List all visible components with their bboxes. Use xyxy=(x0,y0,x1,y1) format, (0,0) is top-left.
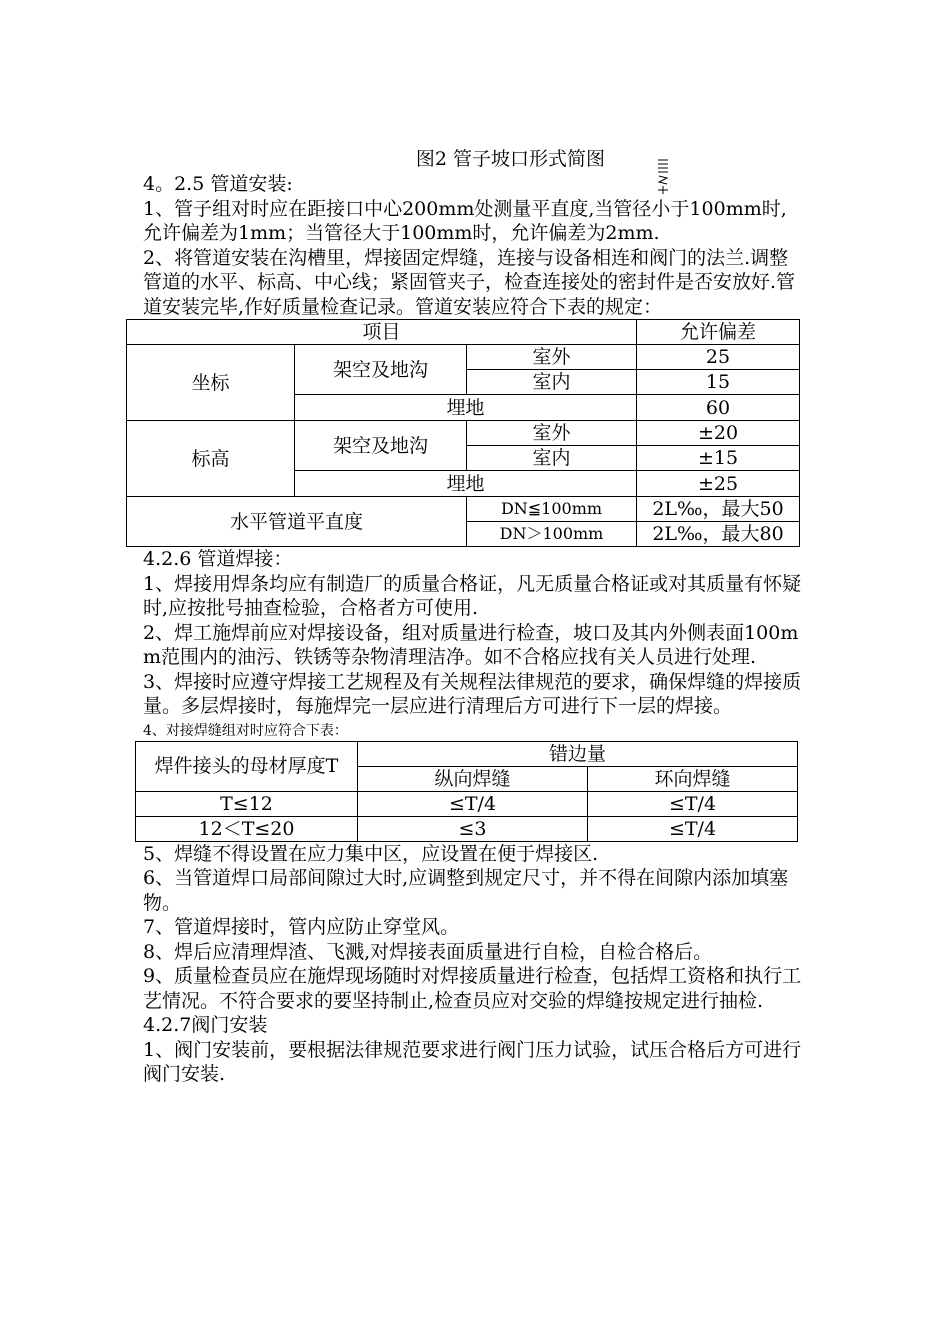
section-4-2-7-heading: 4.2.7阀门安装 xyxy=(143,1014,268,1036)
cell-overhead: 架空及地沟 xyxy=(295,345,467,395)
cell-indoor: 室内 xyxy=(467,446,637,471)
cell-value: 2L‰，最大50 xyxy=(637,497,800,522)
figure-caption-text: 图2 管子坡口形式简图 xyxy=(415,148,606,170)
paragraph: 2、焊工施焊前应对焊接设备，组对质量进行检查，坡口及其内外侧表面100mm范围内的油污、铁锈等杂物清理洁净。如不合格应找有关人员进行处理. xyxy=(143,621,799,668)
cell-value: ≤T/4 xyxy=(358,791,588,816)
table-header-thickness: 焊件接头的母材厚度T xyxy=(136,741,358,791)
paragraph: 6、当管道焊口局部间隙过大时,应调整到规定尺寸，并不得在间隙内添加填塞物。 xyxy=(143,867,789,914)
paragraph: 1、管子组对时应在距接口中心200mm处测量平直度,当管径小于100mm时,允许偏差为1mm；当管径大于100mm时，允许偏差为2mm. xyxy=(143,197,787,244)
paragraph: 3、焊接时应遵守焊接工艺规程及有关规程法律规范的要求，确保焊缝的焊接质量。多层焊接时，每施焊完一层应进行清理后方可进行下一层的焊接。 xyxy=(143,670,802,717)
row-group-coordinate: 坐标 xyxy=(127,345,295,421)
section-4-2-5-heading: 4。2.5 管道安装: xyxy=(143,173,293,195)
paragraph: 5、焊缝不得设置在应力集中区，应设置在便于焊接区. xyxy=(143,842,599,865)
cell-overhead: 架空及地沟 xyxy=(295,421,467,471)
scan-artifact-icon xyxy=(656,156,670,196)
figure-caption xyxy=(218,146,803,172)
table-header-item: 项目 xyxy=(127,320,637,345)
cell-value: ≤T/4 xyxy=(588,816,798,841)
cell-thickness: T≤12 xyxy=(136,791,358,816)
table-header-deviation: 允许偏差 xyxy=(637,320,800,345)
cell-dn-le: DN≦100mm xyxy=(467,497,637,522)
table-header-offset: 错边量 xyxy=(358,741,798,766)
section-4-2-6-heading: 4.2.6 管道焊接： xyxy=(143,548,293,570)
paragraph: 1、焊接用焊条均应有制造厂的质量合格证，凡无质量合格证或对其质量有怀疑时,应按批号抽查检验，合格者方可使用. xyxy=(143,572,802,619)
cell-value: ±15 xyxy=(637,446,800,471)
cell-indoor: 室内 xyxy=(467,370,637,395)
paragraph: 8、焊后应清理焊渣、飞溅,对焊接表面质量进行自检，自检合格后。 xyxy=(143,940,713,963)
cell-dn-gt: DN＞100mm xyxy=(467,522,637,547)
cell-outdoor: 室外 xyxy=(467,421,637,446)
paragraph: 9、质量检查员应在施焊现场随时对焊接质量进行检查，包括焊工资格和执行工艺情况。不符合要求的要坚持制止,检查员应对交验的焊缝按规定进行抽检. xyxy=(143,965,802,1012)
paragraph-small: 4、对接焊缝组对时应符合下表： xyxy=(143,722,348,739)
cell-thickness: 12＜T≤20 xyxy=(136,816,358,841)
paragraph: 2、将管道安装在沟槽里，焊接固定焊缝，连接与设备相连和阀门的法兰.调整管道的水平、标高、中心线；紧固管夹子，检查连接处的密封件是否安放好.管道安装完毕,作好质量检查记录。管道安装应符合下表的规定： xyxy=(143,246,796,318)
table-header-circumferential: 环向焊缝 xyxy=(588,766,798,791)
row-group-level: 水平管道平直度 xyxy=(127,497,467,547)
cell-value: 25 xyxy=(637,345,800,370)
weld-offset-table xyxy=(135,741,798,842)
paragraph: 7、管道焊接时，管内应防止穿堂风。 xyxy=(143,916,460,938)
table-header-longitudinal: 纵向焊缝 xyxy=(358,766,588,791)
cell-value: ≤T/4 xyxy=(588,791,798,816)
paragraph: 1、阀门安装前，要根据法律规范要求进行阀门压力试验，试压合格后方可进行阀门安装. xyxy=(143,1038,802,1085)
pipe-installation-tolerance-table xyxy=(126,319,800,547)
cell-value: ≤3 xyxy=(358,816,588,841)
cell-value: ±25 xyxy=(637,471,800,497)
cell-value: ±20 xyxy=(637,421,800,446)
cell-buried: 埋地 xyxy=(295,471,637,497)
document-body xyxy=(143,146,803,1087)
cell-value: 60 xyxy=(637,395,800,421)
row-group-elevation: 标高 xyxy=(127,421,295,497)
cell-value: 2L‰，最大80 xyxy=(637,522,800,547)
cell-outdoor: 室外 xyxy=(467,345,637,370)
cell-buried: 埋地 xyxy=(295,395,637,421)
cell-value: 15 xyxy=(637,370,800,395)
